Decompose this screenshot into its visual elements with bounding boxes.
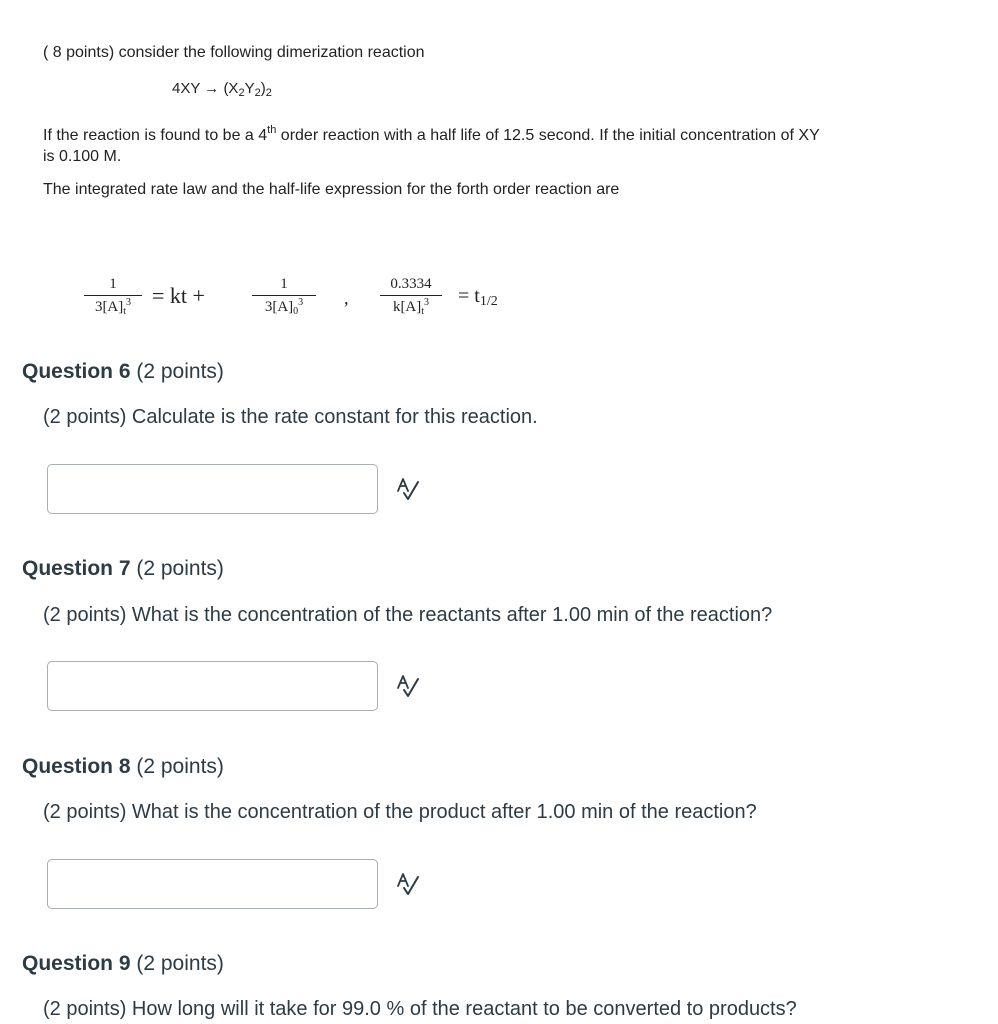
reaction-arrow: → <box>204 80 220 97</box>
intro-line-1: ( 8 points) consider the following dimerization reaction <box>43 44 425 61</box>
spell-check-icon[interactable] <box>396 871 422 897</box>
reaction-reactant: 4XY <box>172 80 201 97</box>
reaction-equation <box>172 80 272 99</box>
reaction-product: $(X_2Y_2)_2$ <box>223 80 272 99</box>
spell-check-icon[interactable] <box>396 476 422 502</box>
question-9-text: (2 points) How long will it take for 99.0 % of the reactant to be converted to products? <box>43 998 797 1020</box>
equals-kt-plus: = kt + <box>152 283 205 308</box>
formula-comma: , <box>344 288 349 308</box>
fraction-2: 1 $3[A]_0^3$ <box>252 276 316 316</box>
question-6-header: Question 6 (2 points) <box>22 360 224 383</box>
equals-half-life: = $t_{1/2}$ <box>458 285 498 309</box>
question-6-answer-input[interactable] <box>47 464 378 514</box>
question-6-text: (2 points) Calculate is the rate constant for this reaction. <box>43 406 538 428</box>
question-7-answer-input[interactable] <box>47 661 378 711</box>
question-8-header: Question 8 (2 points) <box>22 755 224 778</box>
intro-line-3: is 0.100 M. <box>43 148 122 165</box>
fraction-1: 1 $3[A]_t^3$ <box>84 276 142 316</box>
spell-check-icon[interactable] <box>396 673 422 699</box>
question-7-header: Question 7 (2 points) <box>22 557 224 580</box>
question-7-text: (2 points) What is the concentration of the reactants after 1.00 min of the reaction? <box>43 604 773 626</box>
question-8-text: (2 points) What is the concentration of the product after 1.00 min of the reaction? <box>43 801 757 823</box>
question-9-header: Question 9 (2 points) <box>22 952 224 975</box>
intro-line-4: The integrated rate law and the half-life expression for the forth order reaction are <box>43 181 620 198</box>
fraction-3: 0.3334 $k[A]_t^3$ <box>380 276 442 316</box>
question-8-answer-input[interactable] <box>47 859 378 909</box>
intro-line-2: If the reaction is found to be a 4th order reaction with a half life of 12.5 second. If the initial concentration of XY <box>43 124 820 144</box>
